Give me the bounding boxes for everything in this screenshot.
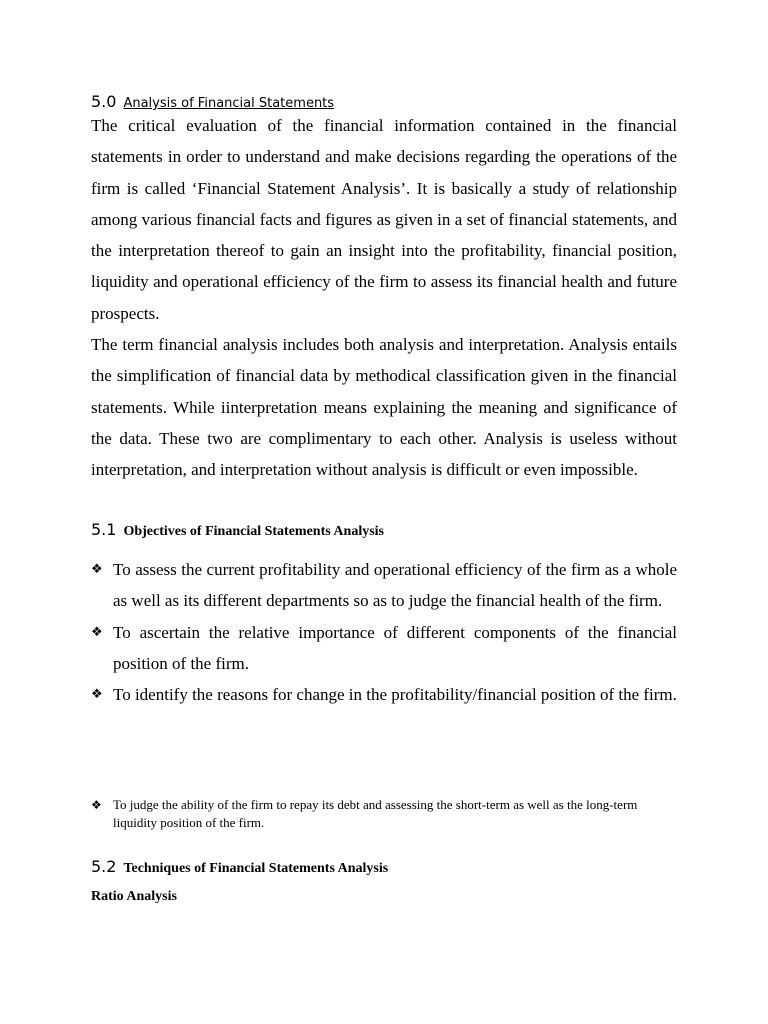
diamond-bullet-icon: ❖ (91, 687, 103, 703)
list-item-text: To judge the ability of the firm to repay its debt and assessing the short-term as well as the long-term liquidity position of the firm. (113, 797, 638, 830)
section-heading-5-0 (91, 92, 334, 112)
section-number: 5.1 (91, 520, 117, 539)
paragraph-1: The critical evaluation of the financial information contained in the financial statements in order to understand and make decisions regarding the operations of the firm is called ‘Financial Statement Analysis’. It is basically a study of relationship among various financial facts and figures as given in a set of financial statements, and the interpretation thereof to gain an insight into the profitability, financial position, liquidity and operational efficiency of the firm to assess its financial health and future prospects. (91, 116, 677, 323)
subheading-ratio-analysis: Ratio Analysis (91, 889, 177, 904)
objectives-list (91, 554, 677, 710)
diamond-bullet-icon: ❖ (91, 798, 102, 812)
diamond-bullet-icon: ❖ (91, 624, 103, 640)
list-item (91, 796, 677, 832)
section-title: Objectives of Financial Statements Analysis (123, 524, 384, 539)
list-item (91, 679, 677, 710)
list-item (91, 554, 677, 617)
section-title: Analysis of Financial Statements (123, 96, 335, 111)
list-item-text: To assess the current profitability and operational efficiency of the firm as a whole as well as its different departments so as to judge the financial health of the firm. (113, 560, 677, 611)
paragraph-2: The term financial analysis includes both analysis and interpretation. Analysis entails the simplification of financial data by methodical classification given in the financial statements. While iinterpretation means explaining the meaning and significance of the data. These two are complimentary to each other. Analysis is useless without interpretation, and interpretation without analysis is difficult or even impossible. (91, 335, 677, 480)
section-heading-5-2 (91, 857, 388, 877)
list-item-text: To identify the reasons for change in the profitability/financial position of the firm. (113, 685, 677, 705)
section-number: 5.2 (91, 857, 117, 876)
section-title: Techniques of Financial Statements Analysis (123, 861, 389, 876)
section-heading-5-1 (91, 520, 384, 540)
list-item (91, 617, 677, 680)
diamond-bullet-icon: ❖ (91, 562, 103, 577)
section-number: 5.0 (91, 92, 117, 111)
list-item-text: To ascertain the relative importance of different components of the financial position of the firm. (113, 622, 677, 673)
